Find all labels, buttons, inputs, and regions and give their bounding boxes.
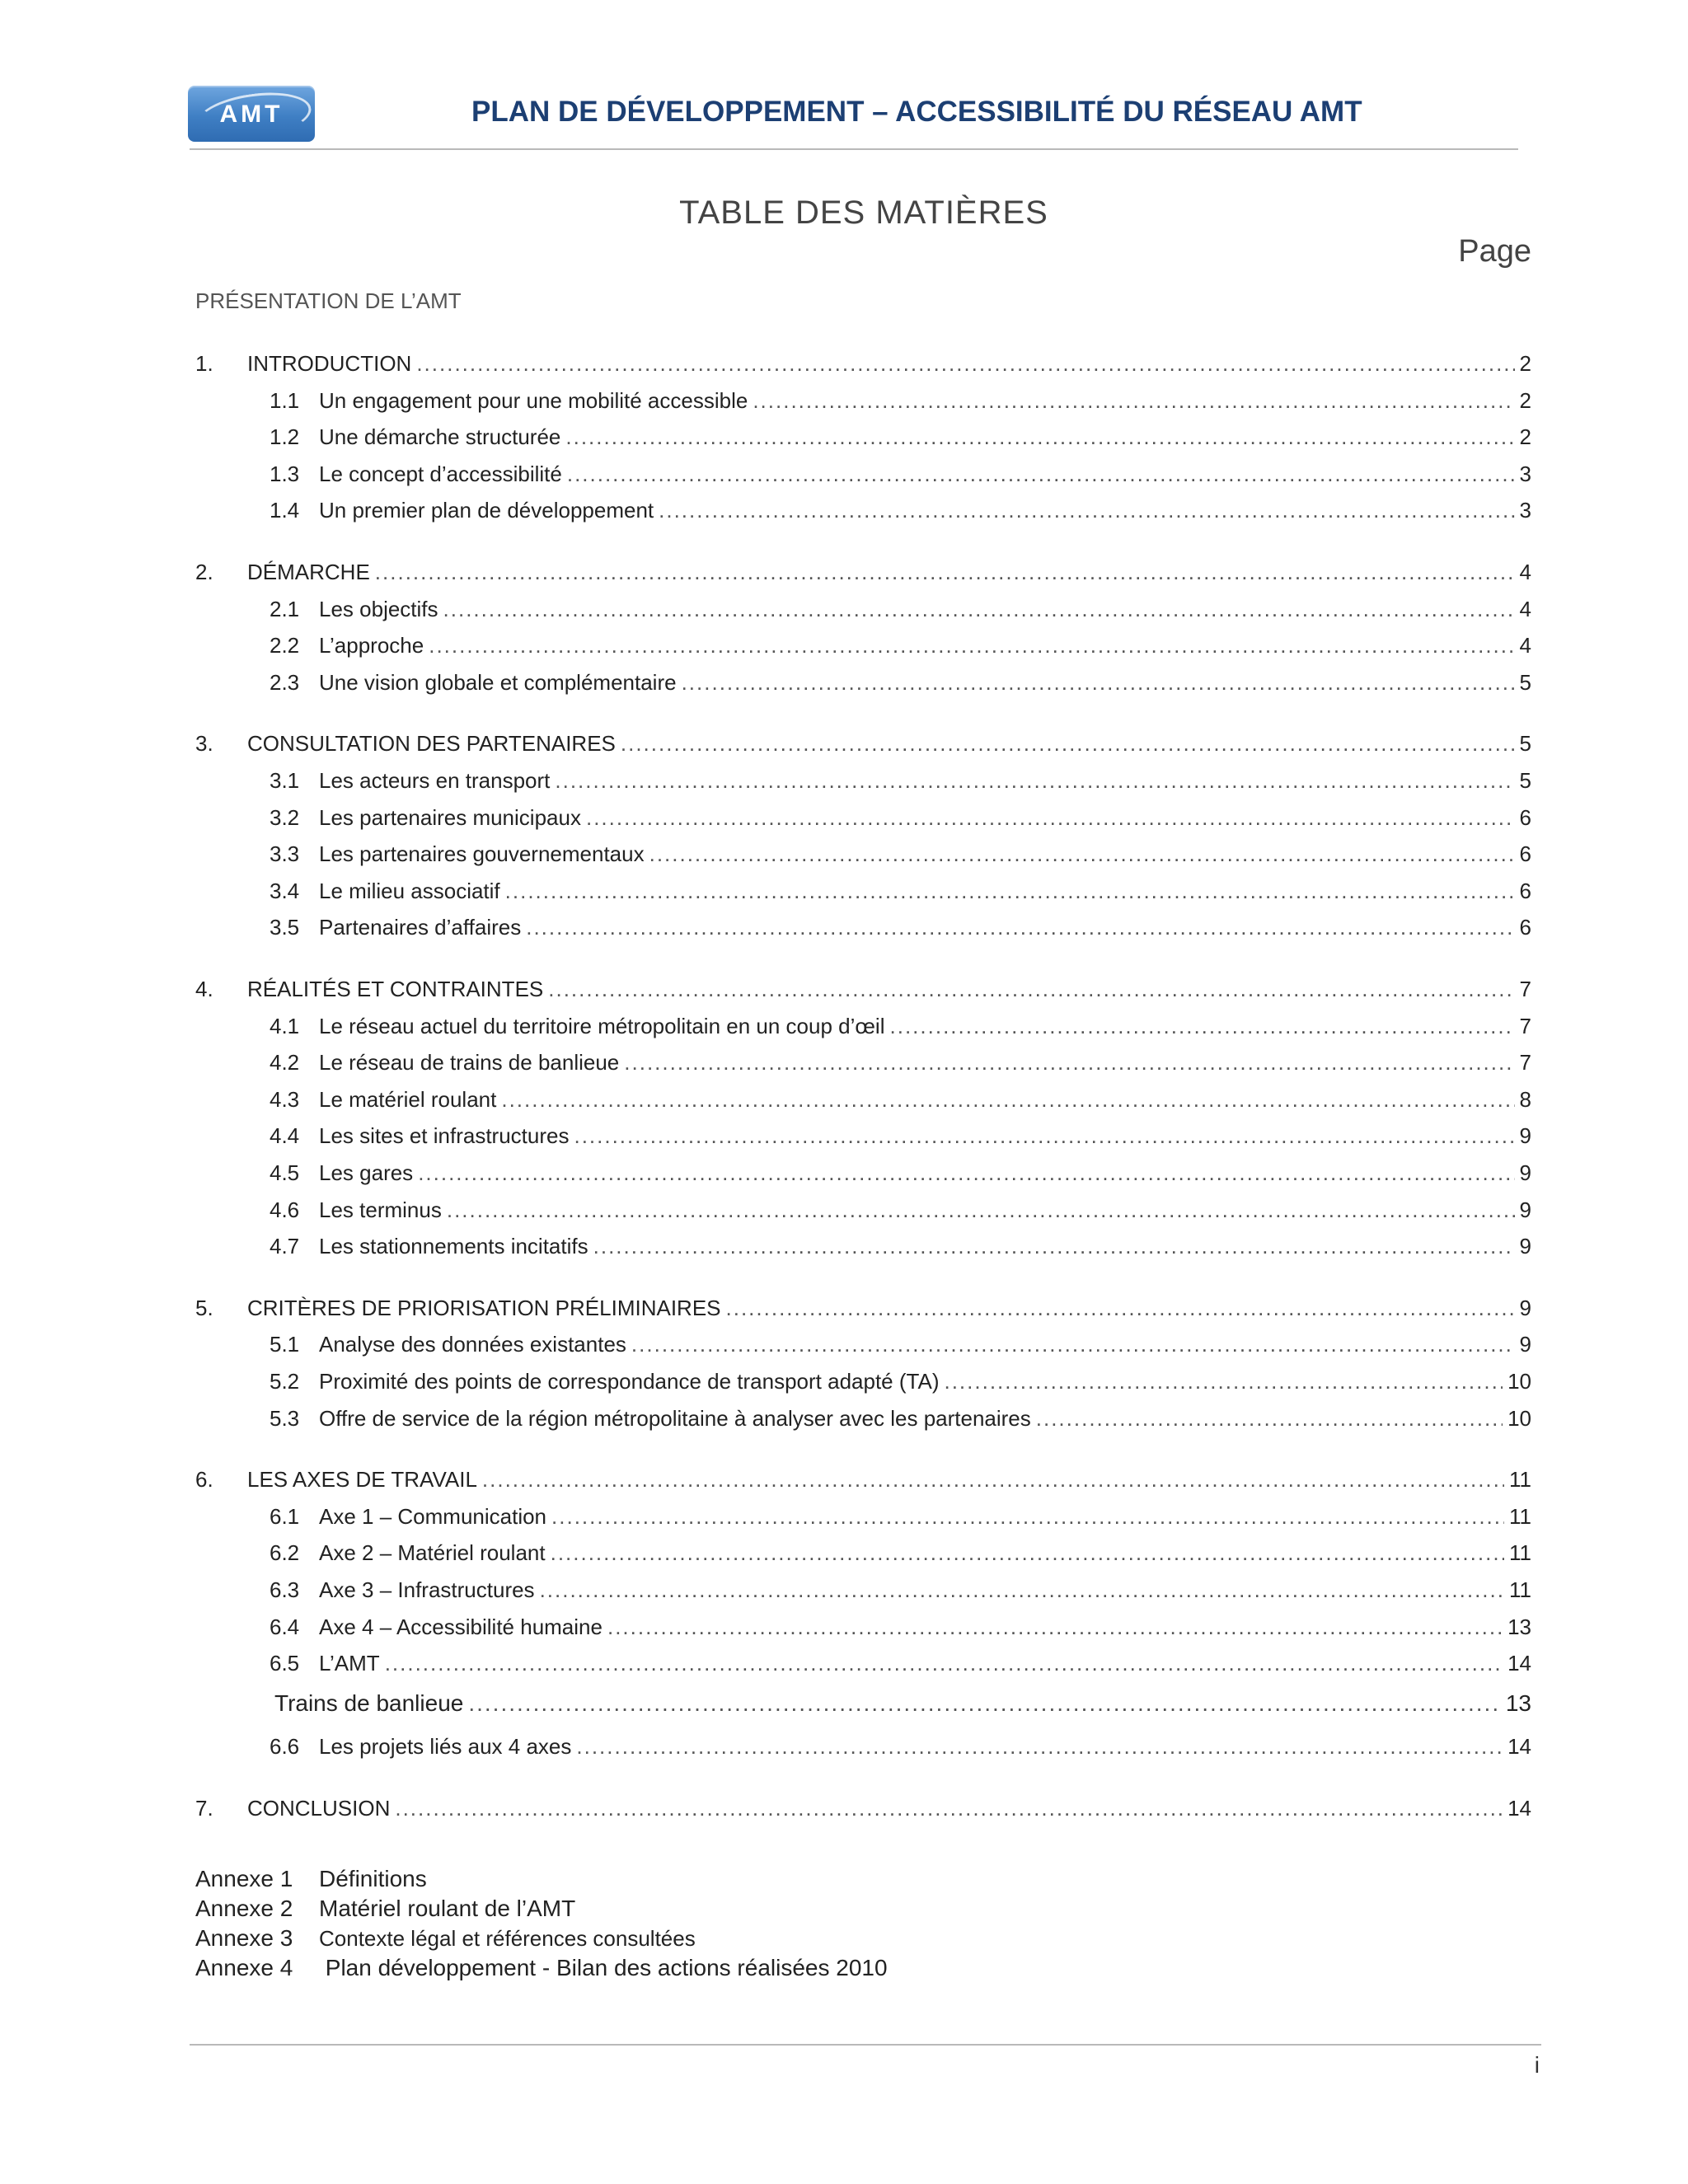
toc-entry-title: Le matériel roulant	[319, 1086, 497, 1112]
toc-entry-page: 3	[1519, 498, 1531, 523]
toc-entry-number: 3.	[195, 731, 213, 757]
presentation-heading: PRÉSENTATION DE L’AMT	[195, 288, 462, 313]
dot-leader	[607, 1613, 1503, 1641]
toc-entry-page: 9	[1519, 1234, 1531, 1259]
toc-entry-title: Proximité des points de correspondance de transport adapté (TA)	[319, 1369, 940, 1394]
dot-leader	[505, 877, 1515, 905]
dot-leader	[501, 1085, 1514, 1113]
toc-entry[interactable]	[195, 1794, 1531, 1822]
annex-label: Annexe 4	[195, 1955, 293, 1980]
toc-entry-number: 4.6	[270, 1197, 300, 1222]
toc-entry-page: 9	[1519, 1123, 1531, 1149]
toc-entry[interactable]	[270, 1732, 1531, 1760]
toc-entry[interactable]	[195, 975, 1531, 1003]
toc-entry-title: Le concept d’accessibilité	[319, 461, 562, 486]
toc-entry[interactable]	[270, 1232, 1531, 1260]
dot-leader	[551, 1539, 1504, 1567]
annex-title: Plan développement - Bilan des actions réalisées 2010	[319, 1955, 888, 1980]
dot-leader	[1036, 1404, 1503, 1432]
annex-item[interactable]	[195, 1864, 888, 1894]
dot-leader	[418, 1159, 1514, 1187]
annex-item[interactable]	[195, 1924, 888, 1953]
toc-entry-title: Les objectifs	[319, 596, 438, 621]
toc-entry-title: Trains de banlieue	[274, 1690, 464, 1716]
dot-leader	[395, 1794, 1503, 1822]
toc-entry[interactable]	[270, 1196, 1531, 1224]
toc-entry-number: 4.1	[270, 1013, 300, 1038]
toc-entry[interactable]	[270, 1649, 1531, 1677]
toc-entry-title: Le réseau actuel du territoire métropolitain en un coup d’œil	[319, 1013, 885, 1038]
toc-entry-page: 7	[1519, 977, 1531, 1001]
toc-entry-number: 4.2	[270, 1050, 300, 1076]
header-rule	[190, 148, 1518, 150]
toc-entry-title: Le réseau de trains de banlieue	[319, 1050, 620, 1076]
toc-entry-number: 6.4	[270, 1614, 300, 1639]
toc-entry-number: 5.2	[270, 1369, 300, 1394]
dot-leader	[586, 804, 1515, 832]
footer-page-number: i	[1534, 2052, 1540, 2078]
toc-entry-page: 2	[1519, 424, 1531, 450]
toc-entry-title: Axe 3 – Infrastructures	[319, 1577, 535, 1602]
toc-entry-title: Une vision globale et complémentaire	[319, 669, 677, 695]
toc-entry[interactable]	[270, 1613, 1531, 1641]
dot-leader	[890, 1012, 1515, 1040]
toc-entry[interactable]	[195, 558, 1531, 586]
toc-entry-title: Axe 1 – Communication	[319, 1503, 547, 1529]
toc-entry-page: 9	[1519, 1295, 1531, 1320]
toc-entry[interactable]	[270, 1085, 1531, 1113]
dot-leader	[416, 349, 1514, 377]
dot-leader	[548, 975, 1514, 1003]
toc-entry-page: 6	[1519, 915, 1531, 940]
toc-entry-title: CONCLUSION	[247, 1796, 391, 1821]
toc-entry[interactable]	[270, 1576, 1531, 1604]
toc-entry-number: 2.2	[270, 633, 300, 658]
toc-entry[interactable]	[195, 349, 1531, 377]
toc-entry-number: 3.5	[270, 915, 300, 940]
toc-entry-title: Axe 4 – Accessibilité humaine	[319, 1614, 603, 1639]
toc-entry[interactable]	[274, 1690, 1531, 1718]
annex-title: Définitions	[319, 1866, 427, 1891]
toc-entry-number: 4.3	[270, 1086, 300, 1112]
page-column-label: Page	[1458, 234, 1531, 269]
toc-entry[interactable]	[270, 1330, 1531, 1358]
toc-entry-number: 4.7	[270, 1234, 300, 1259]
dot-leader	[682, 668, 1515, 696]
toc-entry[interactable]	[195, 1294, 1531, 1322]
dot-leader	[649, 840, 1515, 868]
annex-list	[195, 1864, 888, 1983]
toc-entry[interactable]	[270, 804, 1531, 832]
toc-entry-title: DÉMARCHE	[247, 560, 370, 584]
dot-leader	[443, 595, 1515, 623]
dot-leader	[540, 1576, 1504, 1604]
dot-leader	[385, 1649, 1503, 1677]
toc-entry-page: 14	[1507, 1734, 1531, 1760]
toc-entry-page: 2	[1519, 387, 1531, 413]
toc-entry-page: 10	[1507, 1405, 1531, 1431]
annex-label: Annexe 3	[195, 1925, 293, 1951]
toc-entry-page: 6	[1519, 804, 1531, 830]
toc-entry-page: 14	[1507, 1796, 1531, 1821]
dot-leader	[621, 729, 1515, 757]
toc-entry-number: 6.1	[270, 1503, 300, 1529]
toc-entry[interactable]	[270, 1539, 1531, 1567]
dot-leader	[659, 496, 1514, 524]
toc-entry-title: CONSULTATION DES PARTENAIRES	[247, 731, 616, 757]
toc-entry-page: 2	[1519, 351, 1531, 376]
toc-entry-number: 1.2	[270, 424, 300, 450]
toc-entry-page: 13	[1505, 1690, 1531, 1716]
dot-leader	[576, 1732, 1503, 1760]
toc-entry-page: 5	[1519, 731, 1531, 757]
dot-leader	[631, 1330, 1515, 1358]
toc-entry-number: 2.3	[270, 669, 300, 695]
toc-entry-number: 3.3	[270, 841, 300, 867]
toc-entry-title: Analyse des données existantes	[319, 1332, 626, 1357]
dot-leader	[567, 460, 1515, 488]
toc-entry-page: 9	[1519, 1332, 1531, 1357]
document-title: PLAN DE DÉVELOPPEMENT – ACCESSIBILITÉ DU RÉSEAU AMT	[471, 96, 1362, 128]
toc-entry-page: 11	[1509, 1577, 1531, 1602]
dot-leader	[726, 1294, 1515, 1322]
toc-entry[interactable]	[270, 1404, 1531, 1432]
toc-entry-number: 1.4	[270, 498, 300, 523]
toc-entry-page: 3	[1519, 461, 1531, 486]
toc-entry-number: 6.	[195, 1467, 213, 1493]
annex-item[interactable]	[195, 1953, 888, 1983]
toc-entry-title: Les gares	[319, 1160, 414, 1185]
toc-entry-title: CRITÈRES DE PRIORISATION PRÉLIMINAIRES	[247, 1295, 721, 1320]
dot-leader	[565, 423, 1514, 451]
toc-entry-number: 6.5	[270, 1651, 300, 1676]
toc-entry-number: 2.	[195, 560, 213, 584]
dot-leader	[482, 1465, 1504, 1493]
toc-entry[interactable]	[195, 1465, 1531, 1493]
toc-entry-page: 4	[1519, 560, 1531, 584]
toc-entry-page: 7	[1519, 1013, 1531, 1038]
dot-leader	[375, 558, 1515, 586]
toc-entry[interactable]	[270, 595, 1531, 623]
footer-rule	[190, 2044, 1541, 2046]
dot-leader	[624, 1048, 1514, 1076]
toc-entry-number: 7.	[195, 1796, 213, 1821]
toc-entry-number: 2.1	[270, 596, 300, 621]
toc-entry-number: 1.1	[270, 387, 300, 413]
toc-entry-page: 11	[1509, 1467, 1531, 1493]
annex-title: Contexte légal et références consultées	[319, 1926, 696, 1951]
dot-leader	[753, 387, 1514, 415]
annex-label: Annexe 1	[195, 1866, 293, 1891]
toc-entry-title: Le milieu associatif	[319, 878, 500, 903]
toc-entry[interactable]	[270, 1159, 1531, 1187]
toc-entry[interactable]	[270, 631, 1531, 659]
toc-entry-title: Les projets liés aux 4 axes	[319, 1734, 572, 1760]
toc-entry-page: 11	[1509, 1540, 1531, 1566]
toc-entry-title: L’approche	[319, 633, 424, 658]
toc-entry-number: 5.3	[270, 1405, 300, 1431]
toc-entry[interactable]	[270, 1048, 1531, 1076]
toc-entry-title: Les stationnements incitatifs	[319, 1234, 588, 1259]
toc-entry[interactable]	[195, 729, 1531, 757]
toc-entry-page: 6	[1519, 841, 1531, 867]
toc-entry[interactable]	[270, 496, 1531, 524]
toc-entry-title: Axe 2 – Matériel roulant	[319, 1540, 546, 1566]
annex-label: Annexe 2	[195, 1896, 293, 1921]
toc-entry-title: Un engagement pour une mobilité accessible	[319, 387, 748, 413]
toc-entry-page: 10	[1507, 1369, 1531, 1394]
toc-entry[interactable]	[270, 766, 1531, 794]
toc-entry[interactable]	[270, 460, 1531, 488]
toc-entry[interactable]	[270, 1122, 1531, 1150]
toc-entry-number: 3.4	[270, 878, 300, 903]
toc-entry-number: 3.1	[270, 768, 300, 793]
toc-entry-number: 4.	[195, 977, 213, 1001]
toc-entry-number: 4.5	[270, 1160, 300, 1185]
annex-item[interactable]	[195, 1894, 888, 1924]
logo-text: AMT	[219, 101, 284, 128]
toc-entry-title: Partenaires d’affaires	[319, 915, 522, 940]
toc-entry[interactable]	[270, 913, 1531, 941]
dot-leader	[574, 1122, 1514, 1150]
dot-leader	[555, 766, 1514, 794]
toc-title: TABLE DES MATIÈRES	[679, 194, 1048, 231]
toc-entry[interactable]	[270, 668, 1531, 696]
toc-entry-title: Les sites et infrastructures	[319, 1123, 570, 1149]
toc-entry-page: 11	[1509, 1503, 1531, 1529]
toc-entry-title: RÉALITÉS ET CONTRAINTES	[247, 977, 544, 1001]
toc-entry-number: 5.	[195, 1295, 213, 1320]
toc-entry-title: Offre de service de la région métropolitaine à analyser avec les partenaires	[319, 1405, 1031, 1431]
toc-entry-page: 4	[1519, 596, 1531, 621]
toc-entry-title: Les acteurs en transport	[319, 768, 551, 793]
annex-title: Matériel roulant de l’AMT	[319, 1896, 576, 1921]
amt-logo	[188, 86, 315, 142]
toc-entry[interactable]	[270, 840, 1531, 868]
toc-entry[interactable]	[270, 387, 1531, 415]
toc-entry-page: 7	[1519, 1050, 1531, 1076]
toc-entry-number: 4.4	[270, 1123, 300, 1149]
toc-entry[interactable]	[270, 423, 1531, 451]
dot-leader	[447, 1196, 1515, 1224]
toc-entry-title: Les partenaires gouvernementaux	[319, 841, 645, 867]
toc-entry-number: 6.3	[270, 1577, 300, 1602]
toc-entry-number: 6.6	[270, 1734, 300, 1760]
toc-entry-page: 5	[1519, 768, 1531, 793]
toc-entry-page: 6	[1519, 878, 1531, 903]
toc-entry-number: 1.	[195, 351, 213, 376]
dot-leader	[429, 631, 1514, 659]
toc-entry-page: 5	[1519, 669, 1531, 695]
dot-leader	[944, 1367, 1503, 1395]
toc-entry-title: LES AXES DE TRAVAIL	[247, 1467, 477, 1493]
page-header	[0, 0, 1688, 157]
dot-leader	[468, 1690, 1501, 1718]
toc-entry-title: Une démarche structurée	[319, 424, 561, 450]
toc-entry-number: 3.2	[270, 804, 300, 830]
toc-entry-title: Un premier plan de développement	[319, 498, 654, 523]
toc-entry[interactable]	[270, 1367, 1531, 1395]
dot-leader	[526, 913, 1514, 941]
dot-leader	[593, 1232, 1515, 1260]
toc-entry-title: Les partenaires municipaux	[319, 804, 581, 830]
toc-entry-title: L’AMT	[319, 1651, 380, 1676]
toc-entry-page: 4	[1519, 633, 1531, 658]
toc-entry-number: 1.3	[270, 461, 300, 486]
toc-entry-number: 6.2	[270, 1540, 300, 1566]
toc-entry-page: 8	[1519, 1086, 1531, 1112]
toc-entry-number: 5.1	[270, 1332, 300, 1357]
toc-entry-page: 13	[1507, 1614, 1531, 1639]
toc-entry-page: 9	[1519, 1160, 1531, 1185]
toc-entry-title: INTRODUCTION	[247, 351, 412, 376]
toc-entry[interactable]	[270, 1012, 1531, 1040]
toc-entry-page: 14	[1507, 1651, 1531, 1676]
toc-entry[interactable]	[270, 1502, 1531, 1530]
toc-entry[interactable]	[270, 877, 1531, 905]
toc-entry-page: 9	[1519, 1197, 1531, 1222]
toc-entry-title: Les terminus	[319, 1197, 442, 1222]
dot-leader	[551, 1502, 1504, 1530]
